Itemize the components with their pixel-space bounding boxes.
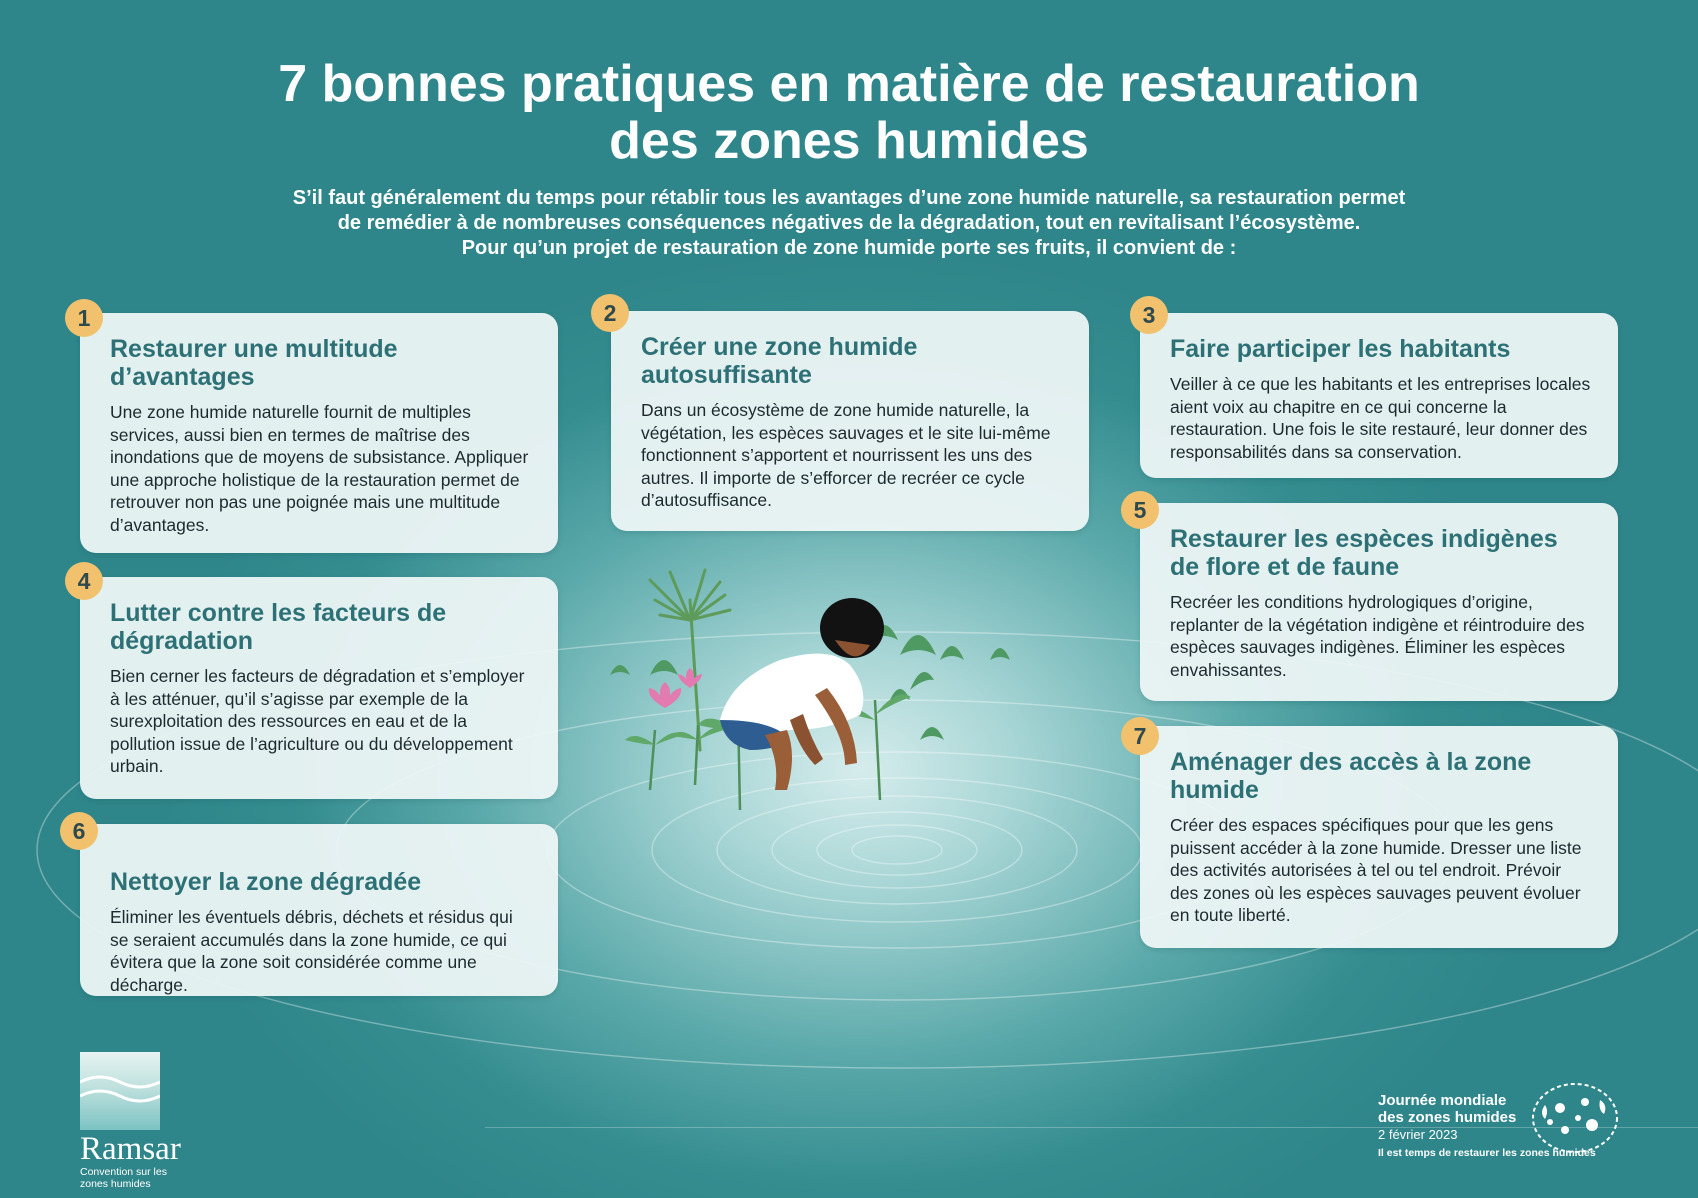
intro-line-1: S’il faut généralement du temps pour rétablir tous les avantages d’une zone humide naturelle, sa restauration permet <box>292 187 1406 209</box>
intro-line-3: Pour qu’un projet de restauration de zone humide porte ses fruits, il convient de : <box>461 237 1237 259</box>
practice-card-4 <box>80 577 558 799</box>
ramsar-logo-icon <box>80 1052 160 1130</box>
practice-title: Restaurer les espèces indigènes de flore et de faune <box>1170 525 1558 581</box>
ramsar-subtitle <box>80 1166 200 1190</box>
practice-text: Une zone humide naturelle fournit de multiples services, aussi bien en termes de maîtrise des inondations que de moyens de subsistance. Appliquer une approche holistique de la restauration permet de retrouver non pas une poignée mais une multitude d’avantages. <box>110 402 529 535</box>
practice-number-badge: 2 <box>591 294 629 332</box>
practice-card-7 <box>1140 726 1618 948</box>
practice-number-badge: 3 <box>1130 296 1168 334</box>
practice-card-3 <box>1140 313 1618 478</box>
wwd-title-line-2: des zones humides <box>1378 1109 1517 1126</box>
practice-number-badge: 4 <box>65 562 103 600</box>
ramsar-subtitle-line-1: Convention sur les <box>80 1166 167 1178</box>
practice-number-badge: 6 <box>60 812 98 850</box>
title-line-2: des zones humides <box>609 112 1089 170</box>
world-wetlands-day-emblem <box>1530 1080 1620 1155</box>
practice-text: Créer des espaces spécifiques pour que les gens puissent accéder à la zone humide. Dresser une liste des activités autorisées à tel ou tel endroit. Prévoir des zones où les espèces sauvages peuvent évoluer en toute liberté. <box>1170 815 1582 925</box>
practice-title: Créer une zone humide autosuffisante <box>641 333 918 389</box>
practice-text: Dans un écosystème de zone humide naturelle, la végétation, les espèces sauvages et le site lui-même fonctionnent s’apportent et nourrissent les uns des autres. Il importe de s’efforcer de recréer ce cycle d’autosuffisance. <box>641 400 1051 510</box>
practice-text: Recréer les conditions hydrologiques d’origine, replanter de la végétation indigène et réintroduire des espèces sauvages indigènes. Éliminer les espèces envahissantes. <box>1170 592 1585 680</box>
practice-number-badge: 1 <box>65 299 103 337</box>
ramsar-name: Ramsar <box>80 1131 181 1167</box>
practice-card-2 <box>611 311 1089 531</box>
wetland-planting-illustration <box>590 560 1090 860</box>
wwd-slogan: Il est temps de restaurer les zones humides <box>1378 1147 1596 1159</box>
practice-title: Faire participer les habitants <box>1170 335 1511 363</box>
practice-card-6 <box>80 824 558 996</box>
practice-title: Aménager des accès à la zone humide <box>1170 748 1532 804</box>
practice-number-badge: 5 <box>1121 491 1159 529</box>
practice-card-1 <box>80 313 558 553</box>
practice-card-5 <box>1140 503 1618 701</box>
practice-title: Nettoyer la zone dégradée <box>110 868 422 896</box>
practice-text: Éliminer les éventuels débris, déchets et résidus qui se seraient accumulés dans la zone humide, ce qui évitera que la zone soit considérée comme une décharge. <box>110 907 513 995</box>
wwd-date: 2 février 2023 <box>1378 1127 1458 1142</box>
ramsar-logo <box>80 1052 200 1190</box>
practice-text: Bien cerner les facteurs de dégradation et s’employer à les atténuer, qu’il s’agisse par exemple de la surexploitation des ressources en eau et de la pollution issue de l’agriculture ou du développement urbain. <box>110 666 525 776</box>
title-line-1: 7 bonnes pratiques en matière de restauration <box>278 55 1420 113</box>
practice-number-badge: 7 <box>1121 717 1159 755</box>
practice-title: Restaurer une multitude d’avantages <box>110 335 398 391</box>
intro-text <box>200 186 1498 261</box>
intro-line-2: de remédier à de nombreuses conséquences négatives de la dégradation, tout en revitalisant l’écosystème. <box>337 212 1361 234</box>
practice-title: Lutter contre les facteurs de dégradation <box>110 599 447 655</box>
practice-text: Veiller à ce que les habitants et les entreprises locales aient voix au chapitre en ce qui concerne la restauration. Une fois le site restauré, leur donner des responsabilités dans sa conservation. <box>1170 374 1591 462</box>
ramsar-subtitle-line-2: zones humides <box>80 1178 151 1190</box>
page-title <box>0 56 1698 170</box>
wwd-title-line-1: Journée mondiale <box>1378 1092 1507 1109</box>
